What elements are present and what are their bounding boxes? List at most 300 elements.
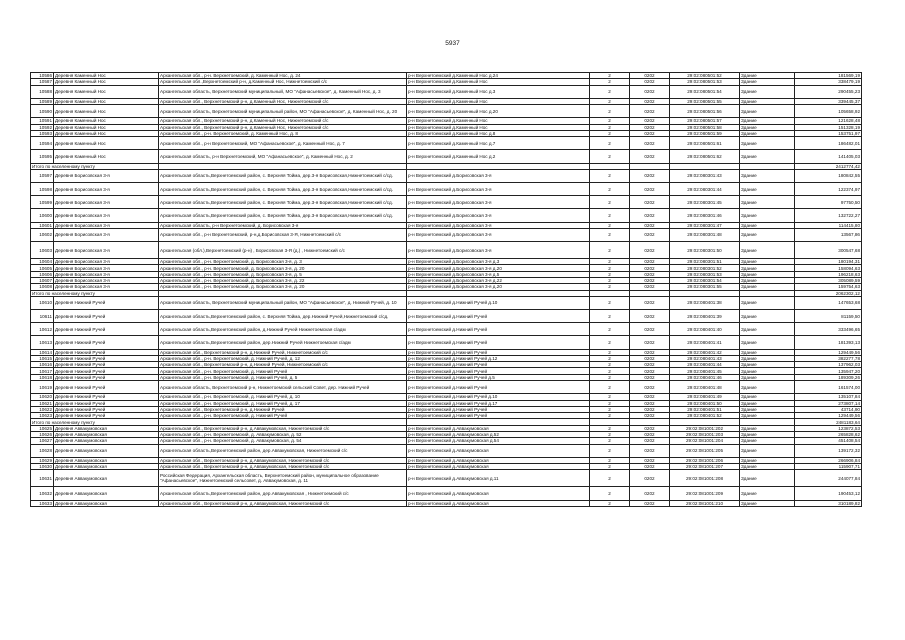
row-number-cell: 10590: [31, 105, 54, 118]
location-cell: р-н Верхнетоемский д.Борисовская 3-я: [407, 196, 590, 209]
cadastral-number-cell: 29:02:080501:55: [670, 98, 740, 104]
address-cell: Архангельская обл.,Верхнетоемский р-н, д.Каменный Нос, Нижнетоемский с/с: [159, 79, 407, 85]
object-type-cell: Здание: [740, 400, 795, 406]
cadastral-number-cell: 29:02:080301:45: [670, 196, 740, 209]
cadastral-value-cell: 339445,37: [795, 98, 862, 104]
cadastral-number-cell: 29:02:080301:43: [670, 169, 740, 182]
address-cell: Архангельская обл., Верхнетоемский р-н, д.Аввакумовская, Нижнетоемский с/с: [159, 425, 407, 431]
location-cell: р-н Верхнетоемский д.Нижний Ручей д.17: [407, 400, 590, 406]
row-number-cell: 10598: [31, 183, 54, 196]
category-cell: 2: [590, 137, 630, 150]
cadastral-number-cell: 29:02:080301:53: [670, 271, 740, 277]
address-cell: Архангельская область,Верхнетоемский район, дер.Аввакумовская , Нижнетоемский с/с: [159, 487, 407, 500]
row-number-cell: 10623: [31, 413, 54, 419]
settlement-cell: Деревня Борисовская 3-я: [54, 265, 159, 271]
address-cell: Архангельская обл., Верхнетоемский р-н, д.Аввакумовская, Нижнетоемский с/с: [159, 457, 407, 463]
settlement-cell: Деревня Каменный Нос: [54, 150, 159, 163]
cadastral-value-cell: 265828,62: [795, 432, 862, 438]
cadastral-number-cell: 29:02:080401:38: [670, 296, 740, 309]
object-type-cell: Здание: [740, 259, 795, 265]
address-cell: Архангельская область,Верхнетоемский район, с. Верхняя Тойма, дер.3-я Борисовская,Нижнетоемский с/сд.: [159, 196, 407, 209]
location-cell: р-н Верхнетоемский д.Борисовская 3-я д.20: [407, 284, 590, 290]
category-cell: 2: [590, 362, 630, 368]
cadastral-number-cell: 29:02:080401:42: [670, 349, 740, 355]
district-code-cell: 0202: [630, 381, 670, 394]
cadastral-value-cell: 305089,59: [795, 277, 862, 283]
district-code-cell: 0202: [630, 259, 670, 265]
cadastral-value-cell: 161574,00: [795, 381, 862, 394]
object-type-cell: Здание: [740, 79, 795, 85]
settlement-cell: Деревня Борисовская 3-я: [54, 259, 159, 265]
settlement-cell: Деревня Борисовская 3-я: [54, 209, 159, 222]
district-code-cell: 0202: [630, 432, 670, 438]
settlement-cell: Деревня Борисовская 3-я: [54, 169, 159, 182]
district-code-cell: 0202: [630, 265, 670, 271]
cadastral-value-cell: 190453,12: [795, 487, 862, 500]
cadastral-number-cell: 29:02:080501:54: [670, 85, 740, 98]
category-cell: 2: [590, 374, 630, 380]
location-cell: р-н Верхнетоемский д.Аввакумовская д.11: [407, 470, 590, 487]
object-type-cell: Здание: [740, 406, 795, 412]
row-number-cell: 10599: [31, 196, 54, 209]
address-cell: Архангельская обл., Верхнетоемский р-н, д.Нижний Ручей, Нижнетоемский с/с: [159, 362, 407, 368]
cadastral-number-cell: 29:02:080301:46: [670, 209, 740, 222]
category-cell: 2: [590, 85, 630, 98]
category-cell: 2: [590, 242, 630, 259]
category-cell: 2: [590, 464, 630, 470]
property-register-table: [30, 72, 862, 507]
category-cell: 2: [590, 355, 630, 361]
object-type-cell: Здание: [740, 118, 795, 124]
district-code-cell: 0202: [630, 228, 670, 241]
cadastral-value-cell: 115907,71: [795, 464, 862, 470]
table-row: [31, 381, 862, 394]
settlement-cell: Деревня Нижний Ручей: [54, 374, 159, 380]
category-cell: 2: [590, 296, 630, 309]
address-cell: Архангельская обл., р-н. Верхнетоемский, д. Нижний Ручей: [159, 413, 407, 419]
location-cell: р-н Верхнетоемский д.Нижний Ручей: [407, 323, 590, 336]
object-type-cell: Здание: [740, 362, 795, 368]
category-cell: 2: [590, 98, 630, 104]
settlement-cell: Деревня Нижний Ручей: [54, 336, 159, 349]
row-number-cell: 10628: [31, 444, 54, 457]
address-cell: Архангельская обл., р-н. Верхнетоемский, д. Нижний Ручей, д. 12: [159, 355, 407, 361]
row-number-cell: 10586: [31, 73, 54, 79]
object-type-cell: Здание: [740, 425, 795, 431]
cadastral-number-cell: 29:02:080401:52: [670, 413, 740, 419]
cadastral-number-cell: 29:02:081001:204: [670, 438, 740, 444]
table-row: [31, 228, 862, 241]
address-cell: Архангельская обл., Верхнетоемский р-н, д.Нижний Ручей, Нижнетоемский с/с: [159, 349, 407, 355]
row-number-cell: 10620: [31, 394, 54, 400]
cadastral-value-cell: 141405,03: [795, 150, 862, 163]
district-code-cell: 0202: [630, 336, 670, 349]
subtotal-label: Итого по населенному пункту: [31, 163, 159, 169]
category-cell: 2: [590, 413, 630, 419]
cadastral-number-cell: 29:02:080301:44: [670, 183, 740, 196]
object-type-cell: Здание: [740, 277, 795, 283]
address-cell: Архангельская обл., Верхнетоемский р-н, д.Аввакумовская, Нижнетоемский с/с: [159, 500, 407, 506]
address-cell: Архангельская область, Верхнетоемский муниципальный район, МО "Афанасьевское", д. Каменный Нос, д. 20: [159, 105, 407, 118]
category-cell: 2: [590, 500, 630, 506]
row-number-cell: 10595: [31, 150, 54, 163]
row-number-cell: 10607: [31, 277, 54, 283]
category-cell: 2: [590, 381, 630, 394]
category-cell: 2: [590, 169, 630, 182]
address-cell: Архангельская обл., р-н. Верхнетоемский, д. Каменный Нос, д. 8: [159, 130, 407, 136]
settlement-cell: Деревня Нижний Ручей: [54, 413, 159, 419]
object-type-cell: Здание: [740, 265, 795, 271]
object-type-cell: Здание: [740, 374, 795, 380]
category-cell: 2: [590, 310, 630, 323]
address-cell: Архангельская обл., р-н. Верхнетоемский, д. Нижний Ручей: [159, 368, 407, 374]
address-cell: Архангельская обл., р-н Верхнетоемский, МО "Афанасьевское", д. Каменный Нос, д. 7: [159, 137, 407, 150]
object-type-cell: Здание: [740, 124, 795, 130]
category-cell: 2: [590, 368, 630, 374]
address-cell: Архангельская обл., р-н. Верхнетоемский, д. Борисовская 3-я, д. 3: [159, 259, 407, 265]
location-cell: р-н Верхнетоемский д.Каменный Нос д.20: [407, 105, 590, 118]
district-code-cell: 0202: [630, 362, 670, 368]
object-type-cell: Здание: [740, 323, 795, 336]
district-code-cell: 0202: [630, 85, 670, 98]
table-row: [31, 470, 862, 487]
cadastral-value-cell: 196218,63: [795, 271, 862, 277]
district-code-cell: 0202: [630, 368, 670, 374]
settlement-cell: Деревня Нижний Ручей: [54, 362, 159, 368]
cadastral-value-cell: 273807,14: [795, 400, 862, 406]
cadastral-value-cell: 121628,48: [795, 118, 862, 124]
object-type-cell: Здание: [740, 284, 795, 290]
address-cell: Архангельская обл., Верхнетоемский р-н, д.Аввакумовская, Нижнетоемский с/с: [159, 464, 407, 470]
category-cell: 2: [590, 277, 630, 283]
row-number-cell: 10631: [31, 470, 54, 487]
settlement-cell: Деревня Аввакумовская: [54, 500, 159, 506]
cadastral-number-cell: 29:02:080501:56: [670, 105, 740, 118]
category-cell: 2: [590, 209, 630, 222]
row-number-cell: 10593: [31, 130, 54, 136]
settlement-cell: Деревня Нижний Ручей: [54, 406, 159, 412]
cadastral-value-cell: 122374,97: [795, 183, 862, 196]
subtotal-label: Итого по населенному пункту: [31, 419, 159, 425]
address-cell: Архангельская область,Верхнетоемский район, дер.Аввакумовская, Нижнетоемский с/с: [159, 444, 407, 457]
location-cell: р-н Верхнетоемский д.Аввакумовская: [407, 425, 590, 431]
cadastral-number-cell: 29:02:081001:210: [670, 500, 740, 506]
category-cell: 2: [590, 265, 630, 271]
cadastral-value-cell: 43714,90: [795, 406, 862, 412]
district-code-cell: 0202: [630, 284, 670, 290]
object-type-cell: Здание: [740, 130, 795, 136]
location-cell: р-н Верхнетоемский д.Борисовская 3-я: [407, 209, 590, 222]
row-number-cell: 10633: [31, 500, 54, 506]
cadastral-value-cell: 159754,63: [795, 284, 862, 290]
cadastral-number-cell: 29:02:080501:62: [670, 150, 740, 163]
settlement-cell: Деревня Каменный Нос: [54, 130, 159, 136]
row-number-cell: 10600: [31, 209, 54, 222]
category-cell: 2: [590, 487, 630, 500]
table-row: [31, 105, 862, 118]
location-cell: р-н Верхнетоемский д.Нижний Ручей д.5: [407, 374, 590, 380]
row-number-cell: 10615: [31, 355, 54, 361]
cadastral-value-cell: 266906,84: [795, 457, 862, 463]
page-number: 5937: [445, 40, 460, 47]
table-row: [31, 150, 862, 163]
row-number-cell: 10608: [31, 284, 54, 290]
object-type-cell: Здание: [740, 394, 795, 400]
table-row: [31, 323, 862, 336]
row-number-cell: 10587: [31, 79, 54, 85]
row-number-cell: 10604: [31, 259, 54, 265]
cadastral-value-cell: 186482,01: [795, 137, 862, 150]
location-cell: р-н Верхнетоемский д.Борисовская 3-я д.20: [407, 265, 590, 271]
district-code-cell: 0202: [630, 196, 670, 209]
address-cell: Архангельская область,Верхнетоемский район, с. Верхняя Тойма, дер.3-я Борисовская,Нижнетоемский с/сд.: [159, 183, 407, 196]
category-cell: 2: [590, 336, 630, 349]
cadastral-value-cell: 180842,55: [795, 169, 862, 182]
address-cell: Архангельская область,Верхнетоемский район, с. Верхняя Тойма, дер.3-я Борисовская,Нижнетоемский с/сд.: [159, 169, 407, 182]
cadastral-number-cell: 29:02:081001:205: [670, 444, 740, 457]
object-type-cell: Здание: [740, 444, 795, 457]
object-type-cell: Здание: [740, 169, 795, 182]
cadastral-number-cell: 29:02:080401:44: [670, 362, 740, 368]
settlement-cell: Деревня Нижний Ручей: [54, 296, 159, 309]
settlement-cell: Деревня Аввакумовская: [54, 487, 159, 500]
cadastral-value-cell: 135947,20: [795, 368, 862, 374]
location-cell: р-н Верхнетоемский д.Каменный Нос: [407, 98, 590, 104]
category-cell: 2: [590, 183, 630, 196]
cadastral-number-cell: 29:02:081001:206: [670, 457, 740, 463]
settlement-cell: Деревня Борисовская 3-я: [54, 196, 159, 209]
object-type-cell: Здание: [740, 296, 795, 309]
object-type-cell: Здание: [740, 85, 795, 98]
row-number-cell: 10597: [31, 169, 54, 182]
cadastral-number-cell: 29:02:080301:47: [670, 222, 740, 228]
cadastral-number-cell: 29:02:080401:50: [670, 400, 740, 406]
subtotal-label: Итого по населенному пункту: [31, 290, 159, 296]
row-number-cell: 10614: [31, 349, 54, 355]
location-cell: р-н Верхнетоемский д.Борисовская 3-я: [407, 169, 590, 182]
district-code-cell: 0202: [630, 500, 670, 506]
district-code-cell: 0202: [630, 183, 670, 196]
district-code-cell: 0202: [630, 457, 670, 463]
cadastral-number-cell: 29:02:080401:41: [670, 336, 740, 349]
location-cell: р-н Верхнетоемский д.Аввакумовская: [407, 457, 590, 463]
district-code-cell: 0202: [630, 271, 670, 277]
cadastral-value-cell: 97750,50: [795, 196, 862, 209]
address-cell: Архангельская обл., р-н. Верхнетоемский, д. Аввакумовская, д. 54: [159, 438, 407, 444]
row-number-cell: 10588: [31, 85, 54, 98]
cadastral-value-cell: 81159,50: [795, 310, 862, 323]
district-code-cell: 0202: [630, 425, 670, 431]
cadastral-value-cell: 13567,86: [795, 228, 862, 241]
location-cell: р-н Верхнетоемский д.Борисовская 3-я д.22: [407, 277, 590, 283]
cadastral-number-cell: 29:02:080401:45: [670, 368, 740, 374]
settlement-cell: Деревня Борисовская 3-я: [54, 242, 159, 259]
address-cell: Архангельская область, р-н Верхнетоемский, д. Борисовская 3-я: [159, 222, 407, 228]
settlement-cell: Деревня Борисовская 3-я: [54, 228, 159, 241]
location-cell: р-н Верхнетоемский д.Каменный Нос д.7: [407, 137, 590, 150]
settlement-cell: Деревня Каменный Нос: [54, 137, 159, 150]
settlement-cell: Деревня Аввакумовская: [54, 444, 159, 457]
settlement-cell: Деревня Нижний Ручей: [54, 394, 159, 400]
cadastral-number-cell: 29:02:080301:48: [670, 228, 740, 241]
address-cell: Архангельская обл., р-н Верхнетоемский, р-н,д.Борисовская 3-Я, Нижнетоемский с/с: [159, 228, 407, 241]
row-number-cell: 10629: [31, 457, 54, 463]
cadastral-value-cell: 135107,84: [795, 394, 862, 400]
cadastral-value-cell: 123872,53: [795, 425, 862, 431]
category-cell: 2: [590, 400, 630, 406]
table-row: [31, 444, 862, 457]
cadastral-value-cell: 290455,23: [795, 85, 862, 98]
cadastral-value-cell: 129449,56: [795, 413, 862, 419]
location-cell: р-н Верхнетоемский д.Нижний Ручей: [407, 406, 590, 412]
object-type-cell: Здание: [740, 271, 795, 277]
location-cell: р-н Верхнетоемский д.Нижний Ручей: [407, 362, 590, 368]
category-cell: 2: [590, 124, 630, 130]
district-code-cell: 0202: [630, 355, 670, 361]
settlement-cell: Деревня Каменный Нос: [54, 73, 159, 79]
object-type-cell: Здание: [740, 355, 795, 361]
object-type-cell: Здание: [740, 413, 795, 419]
location-cell: р-н Верхнетоемский д.Борисовская 3-я д.3: [407, 259, 590, 265]
cadastral-value-cell: 132722,27: [795, 209, 862, 222]
table-row: [31, 296, 862, 309]
location-cell: р-н Верхнетоемский д.Борисовская 3-я: [407, 183, 590, 196]
row-number-cell: 10592: [31, 124, 54, 130]
object-type-cell: Здание: [740, 73, 795, 79]
location-cell: р-н Верхнетоемский д.Аввакумовская: [407, 464, 590, 470]
table-row: [31, 196, 862, 209]
category-cell: 2: [590, 438, 630, 444]
address-cell: Архангельская обл., Верхнетоемский р-н, д.Нижний Ручей: [159, 406, 407, 412]
location-cell: р-н Верхнетоемский д.Аввакумовская: [407, 444, 590, 457]
address-cell: Архангельская область,Верхнетоемский район, с. Верхняя Тойма, дер.Нижний Ручей,Нижнетоемский с/сд.: [159, 310, 407, 323]
subtotal-value: 2481183,64: [795, 419, 862, 425]
location-cell: р-н Верхнетоемский д.Нижний Ручей д.10: [407, 296, 590, 309]
object-type-cell: Здание: [740, 336, 795, 349]
settlement-cell: Деревня Аввакумовская: [54, 425, 159, 431]
row-number-cell: 10611: [31, 310, 54, 323]
cadastral-value-cell: 180194,31: [795, 259, 862, 265]
location-cell: р-н Верхнетоемский д.Каменный Нос: [407, 124, 590, 130]
district-code-cell: 0202: [630, 150, 670, 163]
row-number-cell: 10606: [31, 271, 54, 277]
table-row: [31, 183, 862, 196]
address-cell: Архангельская область, Верхнетоемский муниципальный район, МО "Афанасьевское", д. Нижний Ручей, д. 10: [159, 296, 407, 309]
location-cell: р-н Верхнетоемский д.Каменный Нос д.8: [407, 130, 590, 136]
cadastral-number-cell: 29:02:081001:209: [670, 487, 740, 500]
settlement-cell: Деревня Каменный Нос: [54, 79, 159, 85]
row-number-cell: 10612: [31, 323, 54, 336]
row-number-cell: 10616: [31, 362, 54, 368]
category-cell: 2: [590, 222, 630, 228]
category-cell: 2: [590, 406, 630, 412]
location-cell: р-н Верхнетоемский д.Нижний Ручей: [407, 381, 590, 394]
object-type-cell: Здание: [740, 98, 795, 104]
settlement-cell: Деревня Нижний Ручей: [54, 400, 159, 406]
district-code-cell: 0202: [630, 470, 670, 487]
address-cell: Архангельская обл., р-н. Верхнетоемский, д. Борисовская 3-я, д. 20: [159, 284, 407, 290]
row-number-cell: 10627: [31, 438, 54, 444]
cadastral-number-cell: 29:02:080301:55: [670, 284, 740, 290]
row-number-cell: 10610: [31, 296, 54, 309]
category-cell: 2: [590, 73, 630, 79]
category-cell: 2: [590, 271, 630, 277]
category-cell: 2: [590, 130, 630, 136]
cadastral-number-cell: 29:02:080501:53: [670, 79, 740, 85]
row-number-cell: 10621: [31, 400, 54, 406]
cadastral-value-cell: 300547,68: [795, 242, 862, 259]
row-number-cell: 10602: [31, 228, 54, 241]
object-type-cell: Здание: [740, 209, 795, 222]
district-code-cell: 0202: [630, 349, 670, 355]
cadastral-number-cell: 29:02:080401:46: [670, 374, 740, 380]
subtotal-value: 2412774,42: [795, 163, 862, 169]
address-cell: Архангельская обл., р-н. Верхнетоемский, д. Аввакумовская, д. 52: [159, 432, 407, 438]
settlement-cell: Деревня Аввакумовская: [54, 438, 159, 444]
district-code-cell: 0202: [630, 444, 670, 457]
cadastral-number-cell: 29:02:080401:49: [670, 394, 740, 400]
settlement-cell: Деревня Каменный Нос: [54, 124, 159, 130]
row-number-cell: 10618: [31, 374, 54, 380]
address-cell: Российская Федерация, Архангельская область, Верхнетоемский район, муниципальное образование "Афанасьевское", Нижнетоемский сельсовет, д. Аввакумовская, д. 11: [159, 470, 407, 487]
object-type-cell: Здание: [740, 349, 795, 355]
category-cell: 2: [590, 105, 630, 118]
object-type-cell: Здание: [740, 381, 795, 394]
district-code-cell: 0202: [630, 169, 670, 182]
settlement-cell: Деревня Каменный Нос: [54, 105, 159, 118]
object-type-cell: Здание: [740, 150, 795, 163]
table-row: [31, 336, 862, 349]
cadastral-value-cell: 137962,03: [795, 362, 862, 368]
location-cell: р-н Верхнетоемский д.Каменный Нос: [407, 118, 590, 124]
district-code-cell: 0202: [630, 118, 670, 124]
cadastral-value-cell: 181569,19: [795, 73, 862, 79]
category-cell: 2: [590, 228, 630, 241]
object-type-cell: Здание: [740, 228, 795, 241]
cadastral-number-cell: 29:02:080501:61: [670, 137, 740, 150]
category-cell: 2: [590, 457, 630, 463]
location-cell: р-н Верхнетоемский д.Борисовская 3-я д.5: [407, 271, 590, 277]
cadastral-value-cell: 451408,54: [795, 438, 862, 444]
location-cell: р-н Верхнетоемский д.Нижний Ручей: [407, 336, 590, 349]
category-cell: 2: [590, 432, 630, 438]
district-code-cell: 0202: [630, 105, 670, 118]
cadastral-value-cell: 114415,80: [795, 222, 862, 228]
address-cell: Архангельская обл., р-н. Верхнетоемский, д. Нижний Ручей, д. 10: [159, 394, 407, 400]
location-cell: р-н Верхнетоемский д.Нижний Ручей: [407, 310, 590, 323]
row-number-cell: 10619: [31, 381, 54, 394]
location-cell: р-н Верхнетоемский д.Борисовская 3-я: [407, 242, 590, 259]
category-cell: 2: [590, 425, 630, 431]
cadastral-number-cell: 29:02:080401:43: [670, 355, 740, 361]
address-cell: Архангельская обл., Верхнетоемский р-н, д.Каменный Нос, Нижнетоемский с/с: [159, 98, 407, 104]
settlement-cell: Деревня Аввакумовская: [54, 464, 159, 470]
location-cell: р-н Верхнетоемский д.Борисовская 3-я: [407, 222, 590, 228]
location-cell: р-н Верхнетоемский д.Каменный Нос д.2: [407, 150, 590, 163]
cadastral-value-cell: 333496,65: [795, 323, 862, 336]
district-code-cell: 0202: [630, 296, 670, 309]
address-cell: Архангельская область,Верхнетоемский район, с. Верхняя Тойма, дер.3-я Борисовская,Нижнетоемский с/сд.: [159, 209, 407, 222]
object-type-cell: Здание: [740, 183, 795, 196]
object-type-cell: Здание: [740, 196, 795, 209]
row-number-cell: 10622: [31, 406, 54, 412]
district-code-cell: 0202: [630, 374, 670, 380]
row-number-cell: 10630: [31, 464, 54, 470]
cadastral-value-cell: 129449,56: [795, 349, 862, 355]
address-cell: Архангельская обл., р-н. Верхнетоемский, д. Борисовская 3-я, д. 20: [159, 265, 407, 271]
cadastral-value-cell: 153751,97: [795, 130, 862, 136]
object-type-cell: Здание: [740, 137, 795, 150]
